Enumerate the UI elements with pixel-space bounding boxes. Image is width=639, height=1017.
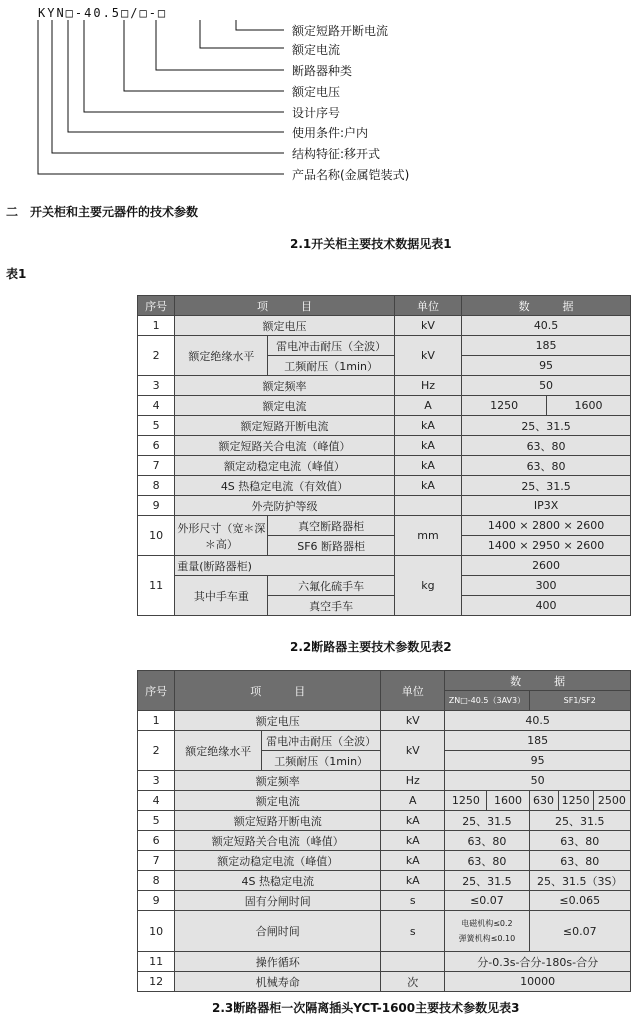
row-unit: kg [394,556,461,616]
row-value: 63、80 [445,851,529,871]
row-value: 1600 [487,791,529,811]
row-unit: kA [381,831,445,851]
row-unit: kV [394,336,461,376]
row-value: 63、80 [529,851,630,871]
row-no: 3 [138,376,175,396]
row-no: 11 [138,556,175,616]
row-no: 10 [138,516,175,556]
row-value: 630 [529,791,558,811]
row-unit: s [381,891,445,911]
row-value: 40.5 [445,711,631,731]
row-value: 185 [462,336,631,356]
row-no: 2 [138,731,175,771]
table-row [138,952,631,972]
row-value: ≤0.065 [529,891,630,911]
row-item: 合闸时间 [175,911,381,952]
row-unit: A [381,791,445,811]
spec-table-2 [137,670,631,992]
row-no: 9 [138,891,175,911]
row-value [445,911,529,952]
table-row [138,416,631,436]
table-row [138,891,631,911]
row-item: 额定短路开断电流 [175,811,381,831]
header-unit: 单位 [394,296,461,316]
row-item: 固有分闸时间 [175,891,381,911]
row-subitem: 工频耐压（1min） [262,751,381,771]
legend-item: 使用条件:户内 [292,126,369,140]
table-row [138,396,631,416]
header-data: 数 据 [462,296,631,316]
row-subitem: 真空手车 [268,596,394,616]
table1-label: 表1 [6,267,27,281]
row-item: 额定频率 [175,376,395,396]
row-no: 8 [138,476,175,496]
row-no: 8 [138,871,175,891]
row-item: 额定动稳定电流（峰值） [175,456,395,476]
row-group: 额定绝缘水平 [175,336,268,376]
row-no: 4 [138,791,175,811]
legend-item: 额定短路开断电流 [292,24,389,38]
row-value: 300 [462,576,631,596]
row-no: 5 [138,416,175,436]
header-unit: 单位 [381,671,445,711]
table-row [138,731,631,751]
row-unit: kA [381,871,445,891]
row-item: 额定电压 [175,316,395,336]
row-value: 25、31.5 [445,871,529,891]
row-item: 额定动稳定电流（峰值） [175,851,381,871]
row-value: 分-0.3s-合分-180s-合分 [445,952,631,972]
legend-item: 产品名称(金属铠装式) [292,168,410,182]
heading-2-2: 2.2断路器主要技术参数见表2 [290,640,452,654]
table-row [138,516,631,536]
row-value: 25、31.5 [462,416,631,436]
row-item: 额定电流 [175,396,395,416]
table-row [138,972,631,992]
row-item: 额定短路开断电流 [175,416,395,436]
row-unit: kV [381,731,445,771]
row-subitem: 雷电冲击耐压（全波） [268,336,394,356]
section-title: 二 开关柜和主要元器件的技术参数 [6,205,199,219]
table-row [138,871,631,891]
row-value: 1400 × 2800 × 2600 [462,516,631,536]
row-unit: kA [394,416,461,436]
legend-item: 设计序号 [292,106,341,120]
row-group: 外形尺寸（宽＊深＊高） [175,516,268,556]
legend-item: 额定电流 [292,43,341,57]
row-value: 1250 [445,791,487,811]
row-value: 1600 [547,396,631,416]
row-value: 2500 [593,791,630,811]
row-value: 40.5 [462,316,631,336]
row-item: 4S 热稳定电流 [175,871,381,891]
row-item: 机械寿命 [175,972,381,992]
legend-item: 结构特征:移开式 [292,147,381,161]
row-unit: kA [394,436,461,456]
model-code: KYN□-40.5□/□-□ [38,6,168,20]
header-item: 项 目 [175,296,395,316]
table-row [138,911,631,952]
row-no: 2 [138,336,175,376]
heading-2-3: 2.3断路器柜一次隔离插头YCT-1600主要技术参数见表3 [212,1001,520,1015]
table-row [138,336,631,356]
table-row [138,496,631,516]
row-value: 63、80 [445,831,529,851]
header-sub-zn: ZN□-40.5（3AV3） [445,691,529,711]
header-no: 序号 [138,296,175,316]
row-no: 1 [138,316,175,336]
legend-item: 断路器种类 [292,64,353,78]
row-value: IP3X [462,496,631,516]
row-subitem: 真空断路器柜 [268,516,394,536]
heading-2-1: 2.1开关柜主要技术数据见表1 [290,237,452,251]
table-row [138,791,631,811]
table-row [138,811,631,831]
row-no: 5 [138,811,175,831]
row-item: 额定电流 [175,791,381,811]
row-group: 额定绝缘水平 [175,731,262,771]
row-value: 400 [462,596,631,616]
table-row [138,476,631,496]
row-value: ≤0.07 [529,911,630,952]
header-sub-sf: SF1/SF2 [529,691,630,711]
row-subitem: 六氟化硫手车 [268,576,394,596]
table-row [138,436,631,456]
row-unit: kV [394,316,461,336]
row-value: 25、31.5 [529,811,630,831]
model-code-diagram [0,0,639,190]
header-item: 项 目 [175,671,381,711]
row-unit [381,952,445,972]
row-no: 3 [138,771,175,791]
row-value: 25、31.5（3S） [529,871,630,891]
table-row [138,576,631,596]
row-unit: A [394,396,461,416]
row-subitem: 工频耐压（1min） [268,356,394,376]
row-value: 10000 [445,972,631,992]
row-value: 1250 [558,791,593,811]
row-value: ≤0.07 [445,891,529,911]
row-value: 63、80 [529,831,630,851]
row-unit: kA [381,851,445,871]
row-unit: kA [381,811,445,831]
row-item: 操作循环 [175,952,381,972]
row-value: 185 [445,731,631,751]
row-no: 10 [138,911,175,952]
header-data: 数 据 [445,671,631,691]
row-unit [394,496,461,516]
row-item: 额定短路关合电流（峰值） [175,831,381,851]
row-no: 4 [138,396,175,416]
row-no: 12 [138,972,175,992]
row-value: 25、31.5 [445,811,529,831]
row-no: 7 [138,456,175,476]
row-item: 外壳防护等级 [175,496,395,516]
table-row [138,456,631,476]
table-row [138,316,631,336]
row-unit: s [381,911,445,952]
row-value: 50 [462,376,631,396]
header-no: 序号 [138,671,175,711]
row-no: 6 [138,436,175,456]
row-value: 2600 [462,556,631,576]
legend-item: 额定电压 [292,85,341,99]
row-item: 额定频率 [175,771,381,791]
row-group: 其中手车重 [175,576,268,616]
closing-time-spring: 弹簧机构≤0.10 [458,934,516,943]
row-no: 7 [138,851,175,871]
row-unit: kA [394,476,461,496]
row-unit: Hz [381,771,445,791]
row-no: 1 [138,711,175,731]
row-unit: mm [394,516,461,556]
table-row [138,376,631,396]
row-no: 6 [138,831,175,851]
row-value: 1400 × 2950 × 2600 [462,536,631,556]
row-no: 9 [138,496,175,516]
row-no: 11 [138,952,175,972]
row-value: 25、31.5 [462,476,631,496]
row-value: 50 [445,771,631,791]
table-row [138,831,631,851]
row-unit: kA [394,456,461,476]
closing-time-magnetic: 电磁机构≤0.2 [461,919,513,928]
row-value: 1250 [462,396,547,416]
table-row [138,556,631,576]
row-value: 63、80 [462,436,631,456]
row-unit: kV [381,711,445,731]
table-row [138,771,631,791]
row-value: 95 [462,356,631,376]
row-item: 额定电压 [175,711,381,731]
row-value: 95 [445,751,631,771]
row-unit: Hz [394,376,461,396]
row-item: 额定短路关合电流（峰值） [175,436,395,456]
table-row [138,851,631,871]
row-item: 重量(断路器柜) [175,556,395,576]
row-value: 63、80 [462,456,631,476]
row-subitem: 雷电冲击耐压（全波） [262,731,381,751]
spec-table-1 [137,295,631,616]
row-item: 4S 热稳定电流（有效值） [175,476,395,496]
row-unit: 次 [381,972,445,992]
row-subitem: SF6 断路器柜 [268,536,394,556]
table-row [138,711,631,731]
